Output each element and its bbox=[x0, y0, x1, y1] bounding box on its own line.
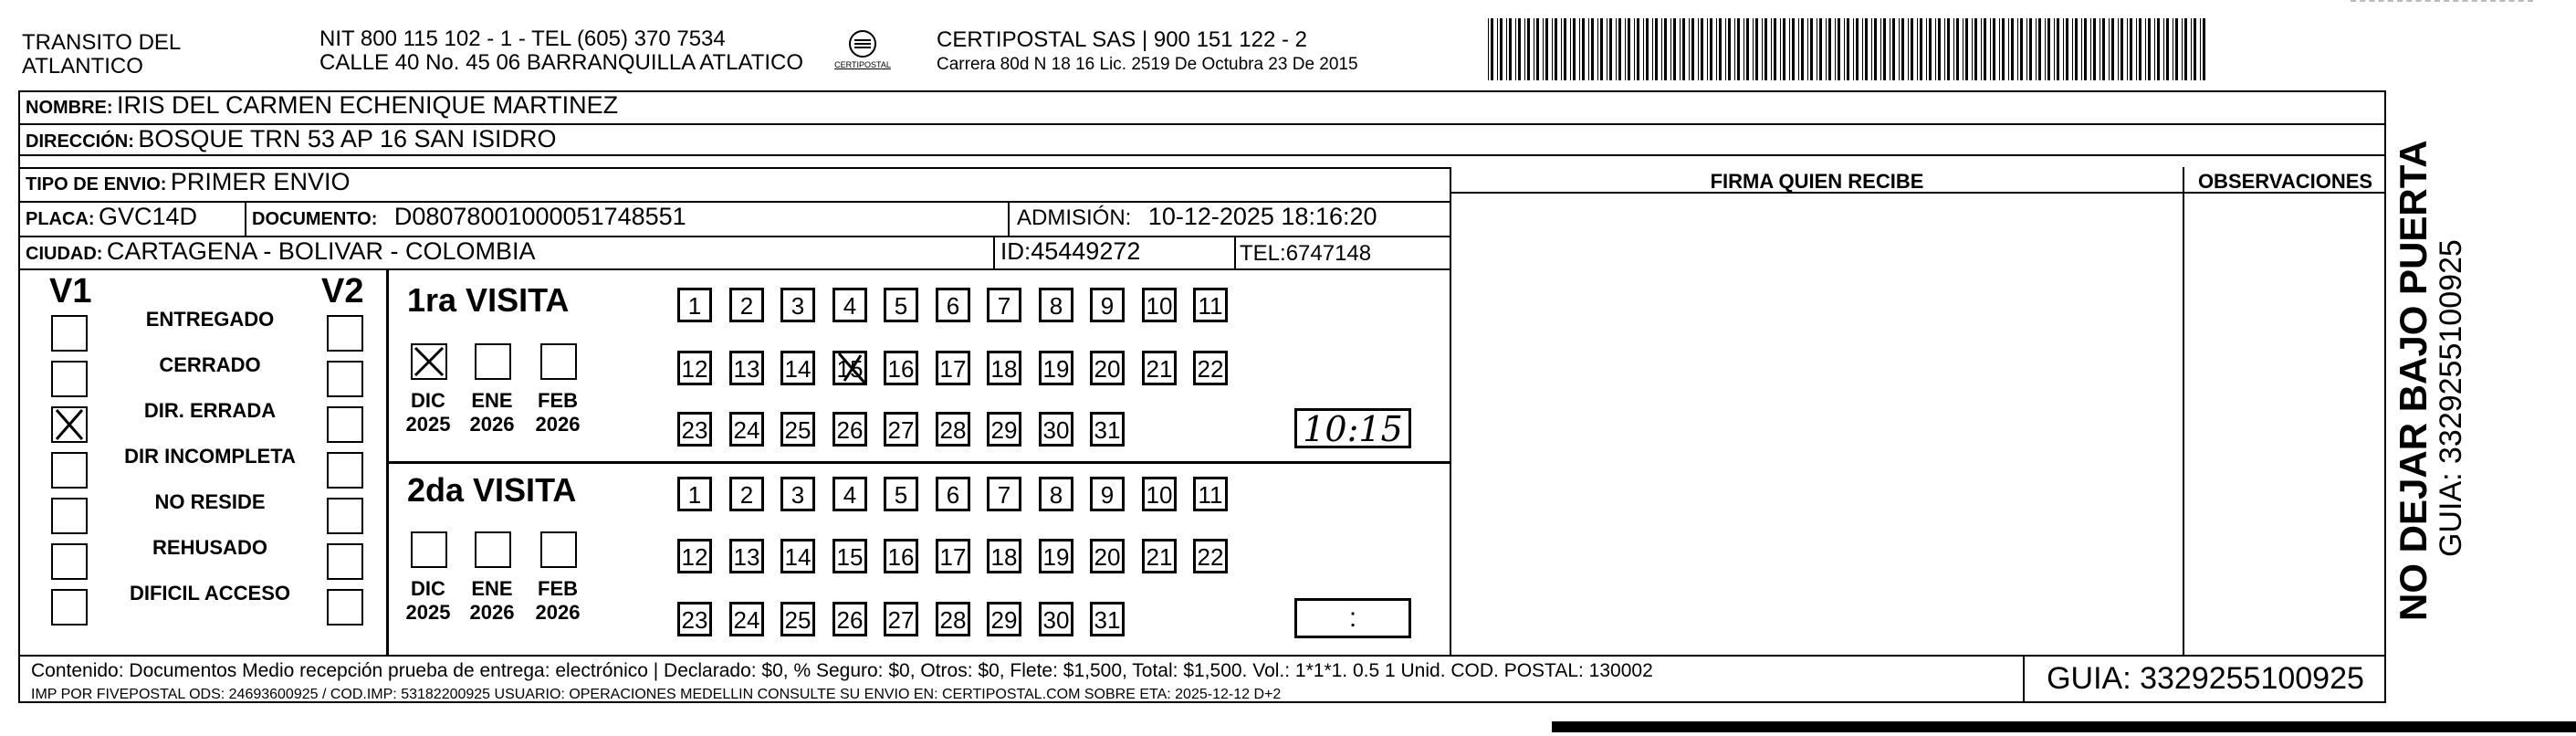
status-option-label: CERRADO bbox=[159, 353, 261, 376]
month-name: ENE bbox=[471, 577, 513, 600]
day-box[interactable]: 16 bbox=[884, 539, 918, 573]
placa-value: GVC14D bbox=[99, 203, 198, 230]
certipostal-logo bbox=[826, 27, 899, 78]
day-box[interactable]: 21 bbox=[1142, 351, 1177, 385]
bottom-edge-bar bbox=[1552, 721, 2576, 732]
day-box[interactable]: 2 bbox=[729, 288, 764, 322]
day-box[interactable]: 24 bbox=[729, 412, 764, 447]
v2-label: V2 bbox=[321, 272, 364, 310]
day-box[interactable]: 17 bbox=[936, 351, 970, 385]
col-line bbox=[1450, 167, 1451, 655]
month-checkbox[interactable] bbox=[540, 343, 577, 380]
col-line bbox=[1234, 237, 1236, 268]
placa-cell bbox=[26, 203, 197, 231]
day-box[interactable]: 25 bbox=[780, 412, 815, 447]
month-year: 2026 bbox=[469, 601, 515, 624]
license-line: Carrera 80d N 18 16 Lic. 2519 De Octubra 23 De 2015 bbox=[937, 55, 1358, 74]
col-line bbox=[1008, 203, 1010, 236]
firma-label: FIRMA QUIEN RECIBE bbox=[1710, 170, 1924, 193]
agency-line1: TRANSITO DEL bbox=[22, 30, 182, 55]
day-box[interactable]: 26 bbox=[832, 412, 867, 447]
col-line bbox=[245, 203, 246, 236]
month-year: 2026 bbox=[535, 601, 581, 624]
documento-value: D08078001000051748551 bbox=[393, 203, 686, 230]
agency-contact bbox=[319, 27, 803, 75]
status-option-label: DIR INCOMPLETA bbox=[124, 445, 296, 468]
admision-value: 10-12-2025 18:16:20 bbox=[1147, 203, 1377, 230]
nombre-row bbox=[26, 91, 618, 120]
day-box[interactable]: 1 bbox=[677, 288, 712, 322]
direccion-row bbox=[26, 125, 557, 153]
day-box[interactable]: 20 bbox=[1090, 351, 1125, 385]
direccion-label: DIRECCIÓN: bbox=[26, 131, 134, 152]
month-checkbox[interactable] bbox=[411, 531, 447, 568]
day-box[interactable]: 7 bbox=[987, 477, 1021, 511]
day-box[interactable]: 15 bbox=[832, 351, 867, 385]
imp-line: IMP POR FIVEPOSTAL ODS: 24693600925 / COD.IMP: 53182200925 USUARIO: OPERACIONES MEDELLIN CONSULTE SU ENVIO EN: CERTIPOSTAL.COM SOBRE ETA: 2025-12-12 D+2 bbox=[31, 687, 1282, 702]
day-box[interactable]: 28 bbox=[936, 602, 970, 636]
visit1-time-box[interactable] bbox=[1294, 408, 1411, 448]
day-box[interactable]: 1 bbox=[677, 477, 712, 511]
tel-cell bbox=[1240, 241, 1371, 267]
day-mark bbox=[833, 350, 870, 386]
month-label bbox=[460, 577, 524, 625]
day-box[interactable]: 6 bbox=[936, 477, 970, 511]
month-label bbox=[396, 577, 460, 625]
day-box[interactable]: 11 bbox=[1193, 288, 1228, 322]
day-box[interactable]: 25 bbox=[780, 602, 815, 636]
visit1-time-value: 10:15 bbox=[1303, 409, 1403, 449]
tel-value: 6747148 bbox=[1285, 241, 1372, 266]
tipo-value: PRIMER ENVIO bbox=[170, 168, 351, 195]
side-guia: GUIA: 3329255100925 bbox=[2434, 239, 2468, 557]
row-line bbox=[18, 154, 2386, 156]
tipo-label: TIPO DE ENVIO: bbox=[26, 174, 167, 195]
day-box[interactable]: 28 bbox=[936, 412, 970, 447]
day-box[interactable]: 15 bbox=[832, 539, 867, 573]
direccion-value: BOSQUE TRN 53 AP 16 SAN ISIDRO bbox=[138, 125, 557, 152]
observations-area[interactable] bbox=[2186, 194, 2384, 654]
day-box[interactable]: 12 bbox=[677, 351, 712, 385]
footer-guia: GUIA: 3329255100925 bbox=[2047, 661, 2364, 696]
visit2-time-box[interactable] bbox=[1294, 598, 1411, 638]
ciudad-value: CARTAGENA - BOLIVAR - COLOMBIA bbox=[106, 237, 536, 265]
day-box[interactable]: 31 bbox=[1090, 602, 1125, 636]
content-line: Contenido: Documentos Medio recepción prueba de entrega: electrónico | Declarado: $0, % Seguro: $0, Otros: $0, Flete: $1,500, Total: $1,500. Vol.: 1*1*1. 0.5 1 Unid. COD. POSTAL: 130002 bbox=[31, 660, 1653, 681]
month-checkbox[interactable] bbox=[411, 343, 447, 380]
day-box[interactable]: 4 bbox=[832, 477, 867, 511]
logo-text: CERTIPOSTAL bbox=[834, 60, 891, 69]
id-cell bbox=[1000, 237, 1140, 266]
status-option-label: REHUSADO bbox=[152, 536, 267, 559]
placa-label: PLACA: bbox=[26, 209, 95, 229]
day-box[interactable]: 14 bbox=[780, 539, 815, 573]
day-box[interactable]: 16 bbox=[884, 351, 918, 385]
day-box[interactable]: 20 bbox=[1090, 539, 1125, 573]
day-box[interactable]: 29 bbox=[987, 602, 1021, 636]
day-box[interactable]: 18 bbox=[987, 351, 1021, 385]
day-box[interactable]: 11 bbox=[1193, 477, 1228, 511]
day-box[interactable]: 4 bbox=[832, 288, 867, 322]
day-box[interactable]: 24 bbox=[729, 602, 764, 636]
day-box[interactable]: 21 bbox=[1142, 539, 1177, 573]
visit2-time-value: : bbox=[1348, 603, 1357, 633]
day-box[interactable]: 27 bbox=[884, 412, 918, 447]
day-box[interactable]: 8 bbox=[1039, 288, 1073, 322]
row-line bbox=[18, 268, 1450, 270]
visit1-title: 1ra VISITA bbox=[407, 281, 570, 319]
col-line bbox=[2183, 167, 2184, 655]
agency-line2: ATLANTICO bbox=[22, 54, 143, 79]
day-box[interactable]: 10 bbox=[1142, 288, 1177, 322]
v1-label: V1 bbox=[49, 272, 92, 310]
day-box[interactable]: 22 bbox=[1193, 539, 1228, 573]
day-box[interactable]: 30 bbox=[1039, 412, 1073, 447]
admision-cell bbox=[1017, 203, 1377, 231]
address-line: CALLE 40 No. 45 06 BARRANQUILLA ATLATICO bbox=[319, 50, 804, 75]
day-box[interactable]: 23 bbox=[677, 602, 712, 636]
day-box[interactable]: 29 bbox=[987, 412, 1021, 447]
day-box[interactable]: 19 bbox=[1039, 539, 1073, 573]
company-line: CERTIPOSTAL SAS | 900 151 122 - 2 bbox=[937, 27, 1307, 52]
month-label bbox=[526, 577, 590, 625]
documento-cell bbox=[252, 203, 686, 231]
day-box[interactable]: 19 bbox=[1039, 351, 1073, 385]
month-checkbox[interactable] bbox=[475, 343, 511, 380]
agency-name bbox=[22, 31, 181, 79]
observaciones-label: OBSERVACIONES bbox=[2197, 170, 2373, 193]
day-box[interactable]: 9 bbox=[1090, 477, 1125, 511]
day-box[interactable]: 12 bbox=[677, 539, 712, 573]
day-box[interactable]: 26 bbox=[832, 602, 867, 636]
day-box[interactable]: 7 bbox=[987, 288, 1021, 322]
day-box[interactable]: 30 bbox=[1039, 602, 1073, 636]
col-line bbox=[993, 237, 995, 268]
id-value: 45449272 bbox=[1031, 237, 1141, 265]
nombre-value: IRIS DEL CARMEN ECHENIQUE MARTINEZ bbox=[117, 91, 619, 119]
day-box[interactable]: 8 bbox=[1039, 477, 1073, 511]
month-year: 2025 bbox=[405, 413, 451, 436]
signature-area[interactable] bbox=[1453, 194, 2181, 654]
id-label: ID: bbox=[1000, 237, 1031, 265]
nombre-label: NOMBRE: bbox=[26, 98, 113, 118]
top-edge-mark bbox=[2351, 0, 2533, 5]
tipo-row bbox=[26, 168, 350, 196]
month-label bbox=[396, 389, 460, 436]
month-label bbox=[526, 389, 590, 436]
month-year: 2026 bbox=[535, 413, 581, 436]
day-box[interactable]: 3 bbox=[780, 288, 815, 322]
day-box[interactable]: 13 bbox=[729, 351, 764, 385]
row-line bbox=[389, 461, 1450, 464]
day-box[interactable]: 3 bbox=[780, 477, 815, 511]
day-box[interactable]: 22 bbox=[1193, 351, 1228, 385]
side-warning: NO DEJAR BAJO PUERTA bbox=[2392, 140, 2435, 621]
month-name: DIC bbox=[411, 577, 445, 600]
ciudad-label: CIUDAD: bbox=[26, 244, 103, 264]
day-box[interactable]: 10 bbox=[1142, 477, 1177, 511]
ciudad-cell bbox=[26, 237, 536, 266]
tel-label: TEL: bbox=[1240, 241, 1286, 266]
month-name: FEB bbox=[538, 389, 578, 412]
month-year: 2025 bbox=[405, 601, 451, 624]
status-option-label: NO RESIDE bbox=[154, 490, 266, 513]
day-box[interactable]: 23 bbox=[677, 412, 712, 447]
visit2-title: 2da VISITA bbox=[407, 471, 577, 509]
month-name: DIC bbox=[411, 389, 445, 412]
month-checkbox[interactable] bbox=[540, 531, 577, 568]
day-box[interactable]: 13 bbox=[729, 539, 764, 573]
day-box[interactable]: 6 bbox=[936, 288, 970, 322]
documento-label: DOCUMENTO: bbox=[252, 209, 378, 229]
month-label bbox=[460, 389, 524, 436]
month-checkbox[interactable] bbox=[475, 531, 511, 568]
nit-line: NIT 800 115 102 - 1 - TEL (605) 370 7534 bbox=[319, 26, 726, 51]
day-box[interactable]: 5 bbox=[884, 477, 918, 511]
status-option-label: DIR. ERRADA bbox=[143, 399, 277, 422]
company-info bbox=[937, 27, 1358, 77]
barcode bbox=[1486, 18, 2209, 80]
day-box[interactable]: 2 bbox=[729, 477, 764, 511]
row-line bbox=[18, 655, 2386, 657]
day-box[interactable]: 31 bbox=[1090, 412, 1125, 447]
status-option-label: DIFICIL ACCESO bbox=[129, 582, 290, 605]
day-box[interactable]: 14 bbox=[780, 351, 815, 385]
day-box[interactable]: 9 bbox=[1090, 288, 1125, 322]
month-name: ENE bbox=[471, 389, 513, 412]
day-box[interactable]: 27 bbox=[884, 602, 918, 636]
day-box[interactable]: 17 bbox=[936, 539, 970, 573]
month-year: 2026 bbox=[469, 413, 515, 436]
status-option-label: ENTREGADO bbox=[145, 308, 275, 331]
day-box[interactable]: 18 bbox=[987, 539, 1021, 573]
month-name: FEB bbox=[538, 577, 578, 600]
day-box[interactable]: 5 bbox=[884, 288, 918, 322]
admision-label: ADMISIÓN: bbox=[1017, 205, 1132, 230]
